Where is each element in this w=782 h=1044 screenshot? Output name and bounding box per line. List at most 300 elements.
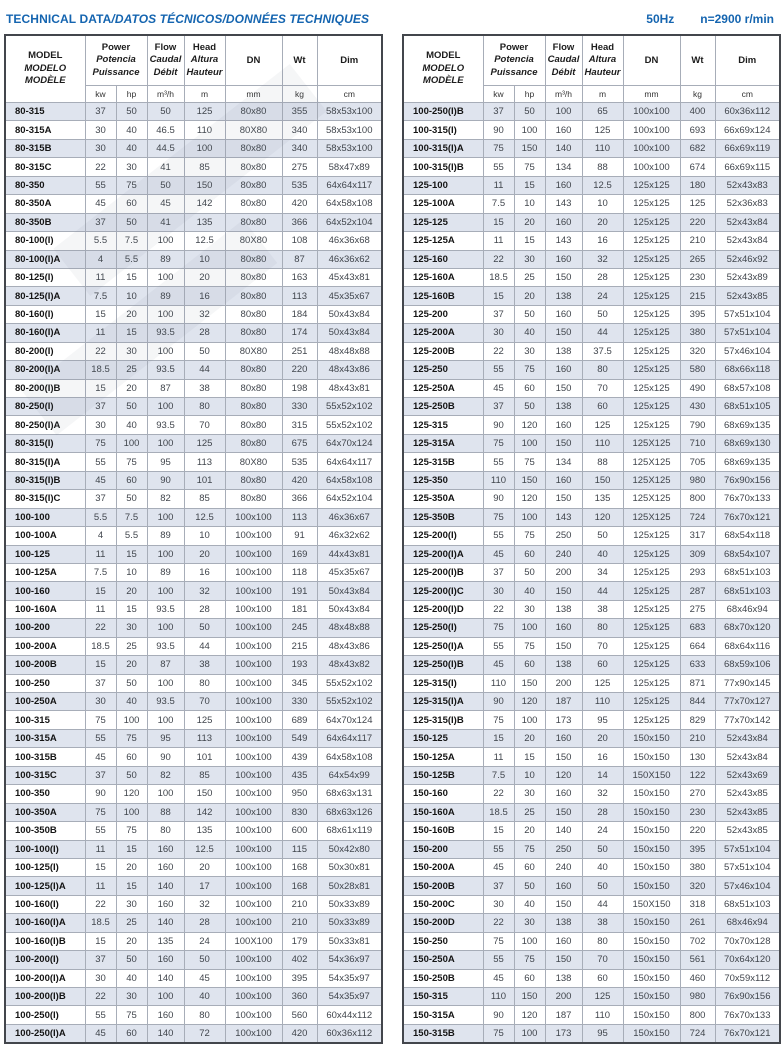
flow-label-es: Caudal [547, 54, 580, 66]
table-row [5, 637, 382, 655]
head-cell: 28 [582, 268, 623, 286]
hp-cell: 100 [514, 932, 545, 950]
wt-cell: 674 [680, 158, 715, 176]
flow-cell: 41 [147, 213, 184, 231]
kw-cell: 45 [483, 656, 514, 674]
dn-cell: 150x150 [623, 858, 680, 876]
flow-cell: 160 [545, 877, 582, 895]
hp-cell: 15 [116, 840, 147, 858]
hp-cell: 75 [116, 1006, 147, 1024]
flow-cell: 50 [147, 103, 184, 121]
table-row [5, 176, 382, 194]
wt-cell: 871 [680, 674, 715, 692]
dn-cell: 100x100 [623, 139, 680, 157]
kw-cell: 90 [483, 1006, 514, 1024]
table-row [5, 600, 382, 618]
table-row [5, 803, 382, 821]
hp-cell: 60 [514, 858, 545, 876]
model-cell: 150-200A [403, 858, 483, 876]
hp-cell: 60 [514, 379, 545, 397]
head-cell: 16 [582, 748, 623, 766]
wt-cell: 710 [680, 434, 715, 452]
dim-cell: 68x51x103 [715, 582, 780, 600]
flow-cell: 100 [147, 232, 184, 250]
wt-cell: 402 [282, 951, 317, 969]
dim-cell: 48x43x86 [317, 637, 382, 655]
power-label-en: Power [101, 41, 131, 53]
dn-cell: 100x100 [225, 729, 282, 747]
table-row [5, 951, 382, 969]
head-cell: 10 [184, 250, 225, 268]
dn-cell: 150x150 [623, 914, 680, 932]
flow-cell: 93.5 [147, 693, 184, 711]
col-header-dim: Dim [715, 35, 780, 86]
flow-cell: 89 [147, 563, 184, 581]
table-row [403, 232, 780, 250]
model-cell: 100-250(I)B [403, 103, 483, 121]
flow-cell: 150 [545, 951, 582, 969]
dn-cell: 100x100 [225, 600, 282, 618]
frequency-value: 50Hz [646, 12, 675, 26]
unit-dim: cm [715, 86, 780, 103]
hp-cell: 100 [116, 711, 147, 729]
flow-cell: 250 [545, 840, 582, 858]
wt-cell: 380 [680, 324, 715, 342]
model-label-es: MODELO [24, 62, 67, 74]
table-row [5, 361, 382, 379]
wt-cell: 664 [680, 637, 715, 655]
model-cell: 100-100A [5, 527, 85, 545]
flow-cell: 160 [545, 471, 582, 489]
hp-cell: 100 [514, 434, 545, 452]
wt-cell: 561 [680, 951, 715, 969]
wt-cell: 439 [282, 748, 317, 766]
dn-cell: 80x80 [225, 471, 282, 489]
hp-cell: 75 [514, 527, 545, 545]
table-row [403, 600, 780, 618]
wt-cell: 600 [282, 822, 317, 840]
kw-cell: 90 [483, 121, 514, 139]
dim-cell: 52x43x84 [715, 232, 780, 250]
flow-label-fr: Débit [551, 66, 576, 78]
wt-cell: 130 [680, 748, 715, 766]
hp-cell: 50 [116, 766, 147, 784]
dim-cell: 52x43x84 [715, 729, 780, 747]
head-cell: 44 [184, 361, 225, 379]
model-cell: 150-200D [403, 914, 483, 932]
dn-cell: 100x100 [225, 766, 282, 784]
dn-cell: 125X125 [623, 490, 680, 508]
model-cell: 125-315 [403, 416, 483, 434]
model-cell: 125-350B [403, 508, 483, 526]
dn-cell: 100x100 [225, 822, 282, 840]
tables-container [0, 30, 782, 1044]
head-cell: 10 [184, 527, 225, 545]
dn-cell: 80x80 [225, 416, 282, 434]
model-cell: 150-125B [403, 766, 483, 784]
dn-cell: 125x125 [623, 674, 680, 692]
dn-cell: 100x100 [225, 914, 282, 932]
model-cell: 100-200 [5, 619, 85, 637]
hp-cell: 60 [116, 748, 147, 766]
flow-cell: 140 [147, 914, 184, 932]
dn-cell: 125x125 [623, 232, 680, 250]
table-row [403, 619, 780, 637]
kw-cell: 15 [85, 656, 116, 674]
table-row [5, 914, 382, 932]
head-cell: 40 [582, 545, 623, 563]
table-row [403, 158, 780, 176]
kw-cell: 45 [85, 195, 116, 213]
dim-cell: 60x36x112 [317, 1024, 382, 1043]
wt-cell: 420 [282, 471, 317, 489]
dim-cell: 68x70x120 [715, 619, 780, 637]
kw-cell: 55 [85, 822, 116, 840]
head-cell: 135 [582, 490, 623, 508]
dim-cell: 46x36x68 [317, 232, 382, 250]
page-title-main: TECHNICAL DATA [6, 12, 112, 26]
head-cell: 20 [582, 729, 623, 747]
flow-label-en: Flow [552, 41, 575, 53]
dim-cell: 64x70x124 [317, 434, 382, 452]
dn-cell: 100x100 [225, 527, 282, 545]
hp-cell: 75 [514, 158, 545, 176]
model-cell: 150-315 [403, 988, 483, 1006]
kw-cell: 55 [483, 951, 514, 969]
table-row [403, 914, 780, 932]
kw-cell: 30 [85, 121, 116, 139]
flow-cell: 160 [545, 176, 582, 194]
hp-cell: 25 [514, 268, 545, 286]
dn-cell: 150x150 [623, 748, 680, 766]
head-cell: 60 [582, 656, 623, 674]
kw-cell: 110 [483, 988, 514, 1006]
head-cell: 50 [582, 840, 623, 858]
head-cell: 135 [184, 822, 225, 840]
dim-cell: 52x36x83 [715, 195, 780, 213]
dn-cell: 80x80 [225, 158, 282, 176]
wt-cell: 580 [680, 361, 715, 379]
kw-cell: 30 [483, 582, 514, 600]
model-cell: 100-350B [5, 822, 85, 840]
dim-cell: 50x33x89 [317, 914, 382, 932]
dn-cell: 125x125 [623, 305, 680, 323]
model-cell: 150-315A [403, 1006, 483, 1024]
head-cell: 110 [582, 1006, 623, 1024]
flow-cell: 140 [147, 1024, 184, 1043]
model-cell: 125-250A [403, 379, 483, 397]
hp-cell: 30 [514, 914, 545, 932]
dn-cell: 100x100 [225, 693, 282, 711]
table-row [5, 121, 382, 139]
dn-cell: 150x150 [623, 877, 680, 895]
hp-cell: 60 [514, 656, 545, 674]
kw-cell: 30 [85, 139, 116, 157]
model-cell: 100-125 [5, 545, 85, 563]
model-cell: 80-200(I)B [5, 379, 85, 397]
wt-cell: 330 [282, 693, 317, 711]
head-cell: 50 [184, 342, 225, 360]
dim-cell: 68x63x126 [317, 803, 382, 821]
table-row [403, 877, 780, 895]
wt-cell: 560 [282, 1006, 317, 1024]
hp-cell: 75 [514, 840, 545, 858]
table-row [5, 895, 382, 913]
unit-dn: mm [623, 86, 680, 103]
wt-cell: 366 [282, 213, 317, 231]
dim-cell: 64x58x108 [317, 195, 382, 213]
hp-cell: 20 [116, 932, 147, 950]
model-cell: 100-200(I)A [5, 969, 85, 987]
dn-cell: 125X125 [623, 453, 680, 471]
model-cell: 100-315A [5, 729, 85, 747]
kw-cell: 55 [483, 840, 514, 858]
table-body-right [403, 103, 780, 1044]
kw-cell: 45 [85, 1024, 116, 1043]
flow-cell: 138 [545, 398, 582, 416]
dn-cell: 125x125 [623, 600, 680, 618]
kw-cell: 11 [85, 268, 116, 286]
model-cell: 80-160(I)A [5, 324, 85, 342]
dim-cell: 64x58x108 [317, 471, 382, 489]
wt-cell: 318 [680, 895, 715, 913]
wt-cell: 400 [680, 103, 715, 121]
flow-cell: 100 [147, 785, 184, 803]
unit-kw: kw [85, 86, 116, 103]
model-cell: 150-200 [403, 840, 483, 858]
dim-cell: 48x48x88 [317, 619, 382, 637]
dn-cell: 100x100 [225, 637, 282, 655]
wt-cell: 844 [680, 693, 715, 711]
flow-cell: 150 [545, 748, 582, 766]
hp-cell: 60 [514, 545, 545, 563]
hp-cell: 25 [514, 803, 545, 821]
model-cell: 125-200(I) [403, 527, 483, 545]
table-row [5, 729, 382, 747]
kw-cell: 30 [483, 895, 514, 913]
hp-cell: 75 [514, 951, 545, 969]
flow-cell: 138 [545, 914, 582, 932]
head-cell: 85 [184, 158, 225, 176]
dn-cell: 80x80 [225, 268, 282, 286]
speed-value: n=2900 r/min [700, 12, 774, 26]
head-cell: 80 [184, 398, 225, 416]
kw-cell: 7.5 [483, 195, 514, 213]
table-row [5, 674, 382, 692]
kw-cell: 22 [483, 785, 514, 803]
head-cell: 44 [184, 637, 225, 655]
dn-cell: 100x100 [225, 969, 282, 987]
flow-cell: 100 [147, 674, 184, 692]
kw-cell: 90 [85, 785, 116, 803]
kw-cell: 55 [85, 1006, 116, 1024]
hp-cell: 30 [514, 342, 545, 360]
hp-cell: 15 [116, 545, 147, 563]
dn-cell: 100x100 [225, 877, 282, 895]
table-row [5, 527, 382, 545]
table-row [403, 766, 780, 784]
col-header-model [403, 35, 483, 103]
hp-cell: 5.5 [116, 527, 147, 545]
dn-cell: 80x80 [225, 103, 282, 121]
head-cell: 125 [582, 416, 623, 434]
flow-cell: 150 [545, 434, 582, 452]
dim-cell: 68x51x105 [715, 398, 780, 416]
model-label-es: MODELO [422, 62, 465, 74]
flow-cell: 50 [147, 176, 184, 194]
dim-cell: 68x46x94 [715, 600, 780, 618]
dn-cell: 150x150 [623, 1006, 680, 1024]
unit-flow: m³/h [545, 86, 582, 103]
wt-cell: 420 [282, 195, 317, 213]
model-cell: 80-125(I) [5, 268, 85, 286]
dim-cell: 64x64x117 [317, 176, 382, 194]
head-cell: 14 [582, 766, 623, 784]
dim-cell: 70x64x120 [715, 951, 780, 969]
dim-cell: 48x43x86 [317, 361, 382, 379]
wt-cell: 215 [680, 287, 715, 305]
flow-cell: 95 [147, 453, 184, 471]
table-row [403, 711, 780, 729]
col-header-wt: Wt [282, 35, 317, 86]
col-header-wt: Wt [680, 35, 715, 86]
dim-cell: 64x52x104 [317, 490, 382, 508]
kw-cell: 90 [483, 490, 514, 508]
head-cell: 150 [184, 785, 225, 803]
head-cell: 101 [184, 471, 225, 489]
hp-cell: 15 [116, 324, 147, 342]
head-cell: 12.5 [184, 232, 225, 250]
dn-cell: 100x100 [225, 674, 282, 692]
hp-cell: 100 [116, 434, 147, 452]
dim-cell: 50x33x81 [317, 932, 382, 950]
kw-cell: 75 [483, 619, 514, 637]
head-cell: 65 [582, 103, 623, 121]
table-row [5, 969, 382, 987]
head-cell: 95 [582, 711, 623, 729]
dim-cell: 48x43x81 [317, 379, 382, 397]
hp-cell: 25 [116, 914, 147, 932]
wt-cell: 395 [282, 969, 317, 987]
flow-cell: 89 [147, 527, 184, 545]
hp-cell: 150 [514, 674, 545, 692]
head-cell: 70 [582, 637, 623, 655]
model-cell: 125-200B [403, 342, 483, 360]
dim-cell: 50x28x81 [317, 877, 382, 895]
head-cell: 142 [184, 803, 225, 821]
head-cell: 28 [582, 803, 623, 821]
head-cell: 44 [582, 582, 623, 600]
table-row [5, 1006, 382, 1024]
flow-cell: 87 [147, 656, 184, 674]
hp-cell: 30 [116, 988, 147, 1006]
dim-cell: 60x36x112 [715, 103, 780, 121]
head-cell: 125 [184, 711, 225, 729]
kw-cell: 37 [85, 103, 116, 121]
flow-cell: 135 [147, 932, 184, 950]
flow-cell: 100 [147, 342, 184, 360]
head-cell: 125 [582, 674, 623, 692]
kw-cell: 37 [483, 563, 514, 581]
kw-cell: 45 [483, 969, 514, 987]
unit-wt: kg [680, 86, 715, 103]
dim-cell: 45x35x67 [317, 287, 382, 305]
kw-cell: 15 [85, 932, 116, 950]
dim-cell: 57x51x104 [715, 858, 780, 876]
dn-cell: 125X125 [623, 434, 680, 452]
model-cell: 125-350A [403, 490, 483, 508]
dn-cell: 80x80 [225, 139, 282, 157]
dim-cell: 52x43x84 [715, 748, 780, 766]
dn-cell: 150x150 [623, 988, 680, 1006]
wt-cell: 800 [680, 490, 715, 508]
table-row [5, 305, 382, 323]
dim-cell: 58x53x100 [317, 103, 382, 121]
hp-cell: 40 [116, 969, 147, 987]
hp-cell: 15 [116, 268, 147, 286]
wt-cell: 693 [680, 121, 715, 139]
model-cell: 80-315(I)C [5, 490, 85, 508]
dn-cell: 150x150 [623, 951, 680, 969]
hp-cell: 40 [116, 693, 147, 711]
model-cell: 100-125(I) [5, 858, 85, 876]
table-row [5, 250, 382, 268]
kw-cell: 11 [85, 877, 116, 895]
table-row [403, 1006, 780, 1024]
dim-cell: 50x43x84 [317, 582, 382, 600]
table-row [403, 656, 780, 674]
hp-cell: 50 [514, 398, 545, 416]
model-cell: 80-315(I)B [5, 471, 85, 489]
flow-cell: 160 [545, 250, 582, 268]
model-cell: 125-200(I)A [403, 545, 483, 563]
dn-cell: 150x150 [623, 840, 680, 858]
kw-cell: 75 [483, 508, 514, 526]
hp-cell: 75 [116, 729, 147, 747]
kw-cell: 30 [85, 969, 116, 987]
head-cell: 16 [582, 232, 623, 250]
table-row [403, 748, 780, 766]
dim-cell: 48x48x88 [317, 342, 382, 360]
table-row [5, 840, 382, 858]
hp-cell: 100 [116, 803, 147, 821]
table-row [403, 250, 780, 268]
kw-cell: 11 [85, 600, 116, 618]
kw-cell: 75 [483, 1024, 514, 1043]
dim-cell: 68x54x107 [715, 545, 780, 563]
model-cell: 125-125 [403, 213, 483, 231]
table-row [5, 582, 382, 600]
kw-cell: 55 [483, 637, 514, 655]
model-cell: 80-315C [5, 158, 85, 176]
dim-cell: 54x36x97 [317, 951, 382, 969]
wt-cell: 420 [282, 1024, 317, 1043]
dn-cell: 150X150 [623, 895, 680, 913]
flow-cell: 87 [147, 379, 184, 397]
model-cell: 150-200C [403, 895, 483, 913]
flow-cell: 100 [545, 103, 582, 121]
kw-cell: 15 [483, 822, 514, 840]
kw-cell: 37 [85, 951, 116, 969]
dim-cell: 68x66x118 [715, 361, 780, 379]
model-cell: 100-160(I) [5, 895, 85, 913]
head-cell: 60 [582, 969, 623, 987]
wt-cell: 193 [282, 656, 317, 674]
kw-cell: 22 [85, 895, 116, 913]
technical-data-table-right [402, 34, 781, 1044]
model-cell: 100-160(I)A [5, 914, 85, 932]
head-cell: 100 [184, 139, 225, 157]
